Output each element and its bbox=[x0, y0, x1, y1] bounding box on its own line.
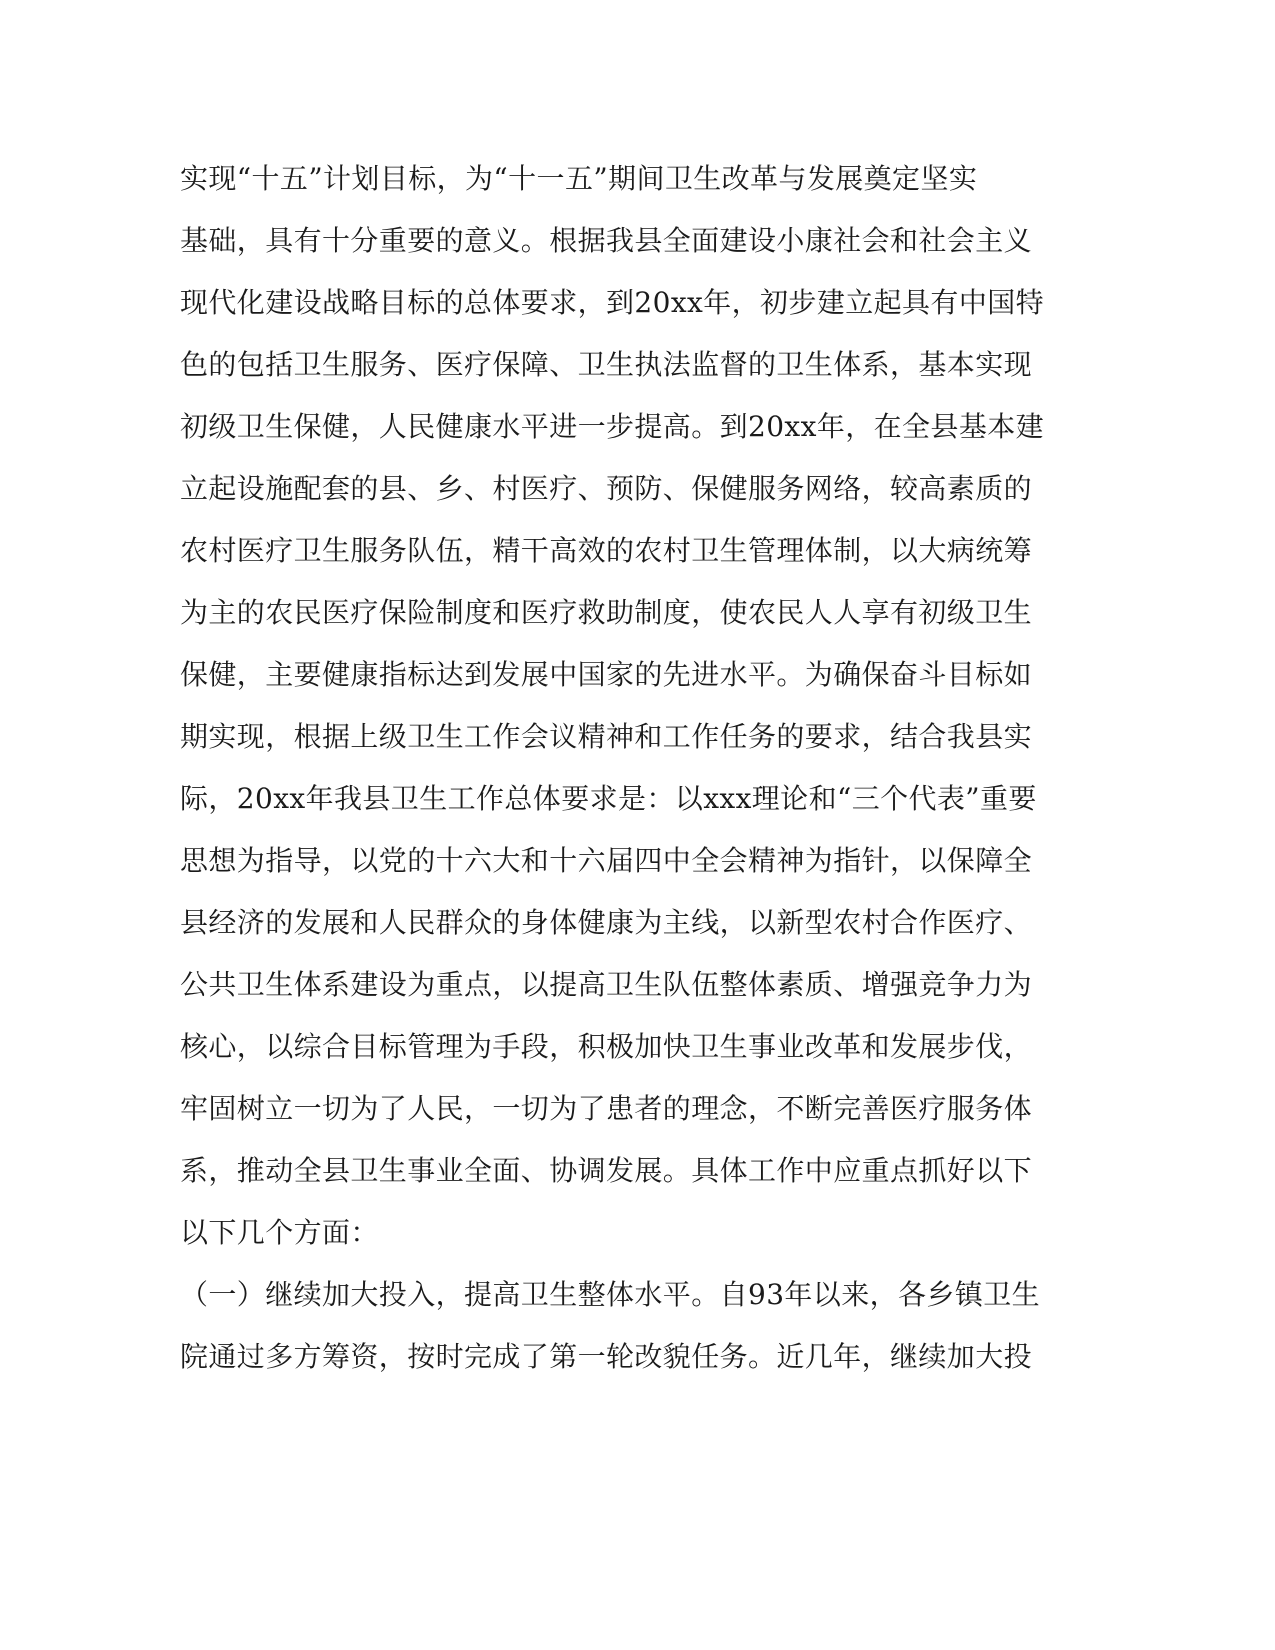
text-line: 院通过多方筹资，按时完成了第一轮改貌任务。近几年，继续加大投 bbox=[180, 1340, 1033, 1373]
text-line: 现代化建设战略目标的总体要求，到20xx年，初步建立起具有中国特 bbox=[180, 286, 1045, 319]
section-heading-line: （一）继续加大投入，提高卫生整体水平。自93年以来，各乡镇卫生 bbox=[180, 1278, 1041, 1311]
text-line: 色的包括卫生服务、医疗保障、卫生执法监督的卫生体系，基本实现 bbox=[180, 348, 1033, 381]
text-line: 基础，具有十分重要的意义。根据我县全面建设小康社会和社会主义 bbox=[180, 224, 1033, 257]
text-line: 保健，主要健康指标达到发展中国家的先进水平。为确保奋斗目标如 bbox=[180, 658, 1033, 691]
text-line: 以下几个方面： bbox=[180, 1216, 379, 1249]
text-line: 际，20xx年我县卫生工作总体要求是：以xxx理论和“三个代表”重要 bbox=[180, 782, 1037, 815]
text-line: 农村医疗卫生服务队伍，精干高效的农村卫生管理体制，以大病统筹 bbox=[180, 534, 1033, 567]
text-line: 公共卫生体系建设为重点，以提高卫生队伍整体素质、增强竞争力为 bbox=[180, 968, 1033, 1001]
text-line: 县经济的发展和人民群众的身体健康为主线，以新型农村合作医疗、 bbox=[180, 906, 1033, 939]
text-line: 核心，以综合目标管理为手段，积极加快卫生事业改革和发展步伐， bbox=[180, 1030, 1033, 1063]
body-text bbox=[180, 148, 1045, 1388]
text-line: 为主的农民医疗保险制度和医疗救助制度，使农民人人享有初级卫生 bbox=[180, 596, 1033, 629]
text-line: 期实现，根据上级卫生工作会议精神和工作任务的要求，结合我县实 bbox=[180, 720, 1033, 753]
text-line: 实现“十五”计划目标，为“十一五”期间卫生改革与发展奠定坚实 bbox=[180, 162, 978, 195]
text-line: 立起设施配套的县、乡、村医疗、预防、保健服务网络，较高素质的 bbox=[180, 472, 1033, 505]
text-line: 初级卫生保健，人民健康水平进一步提高。到20xx年，在全县基本建 bbox=[180, 410, 1045, 443]
text-line: 系，推动全县卫生事业全面、协调发展。具体工作中应重点抓好以下 bbox=[180, 1154, 1033, 1187]
text-line: 牢固树立一切为了人民，一切为了患者的理念，不断完善医疗服务体 bbox=[180, 1092, 1033, 1125]
text-line: 思想为指导，以党的十六大和十六届四中全会精神为指针，以保障全 bbox=[180, 844, 1033, 877]
